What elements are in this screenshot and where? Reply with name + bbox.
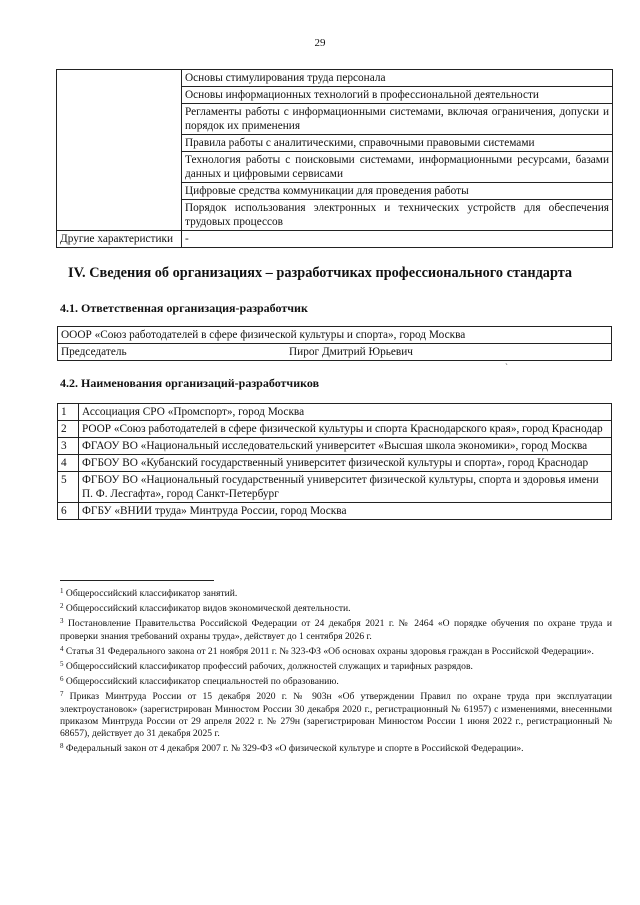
footnote-mark: 5 — [60, 660, 64, 669]
table-cell: Правила работы с аналитическими, справочными правовыми системами — [182, 135, 613, 152]
footnote-separator — [60, 580, 214, 581]
table-row — [57, 70, 613, 87]
table-row — [58, 503, 612, 520]
other-characteristics-label: Другие характеристики — [57, 231, 182, 248]
footnote-text: Общероссийский классификатор видов экономической деятельности. — [65, 603, 351, 615]
responsible-person-row — [58, 344, 612, 361]
row-number: 1 — [58, 404, 79, 421]
footnote-text: Общероссийский классификатор специальностей по образованию. — [65, 676, 339, 688]
person-role: Председатель — [61, 346, 127, 358]
footnote-text: Приказ Минтруда России от 15 декабря 2020 г. № 903н «Об утверждении Правил по охране труда при эксплуатации электроустановок» (зарегистрирован Минюстом России 30 декабря 2020 г., регистрационный № 61957) с изменениями, внесенными приказом Минтруда России от 29 апреля 2022 г. № 279н (зарегистрирован Минюстом России 1 июня 2022 г., регистрационный № 68657), действует до 31 декабря 2025 г. — [60, 691, 612, 740]
section-title: IV. Сведения об организациях – разработчиках профессионального стандарта — [68, 265, 573, 281]
row-number: 5 — [58, 472, 79, 503]
footnote-mark: 1 — [60, 587, 64, 595]
footnote — [60, 615, 612, 642]
table-row — [58, 327, 612, 344]
footnote — [60, 740, 612, 755]
row-number: 6 — [58, 503, 79, 520]
org-name: ФГБУ «ВНИИ труда» Минтруда России, город Москва — [79, 503, 612, 520]
table-row — [58, 438, 612, 455]
footnote — [60, 658, 612, 673]
org-name: РООР «Союз работодателей в сфере физической культуры и спорта Краснодарского края», город Краснодар — [79, 421, 612, 438]
footnote-text: Статья 31 Федерального закона от 21 ноября 2011 г. № 323-ФЗ «Об основах охраны здоровья граждан в Российской Федерации». — [65, 645, 594, 657]
table-cell: Регламенты работы с информационными системами, включая ограничения, допуски и порядок их применения — [182, 104, 613, 135]
footnote-text: Федеральный закон от 4 декабря 2007 г. № 329-ФЗ «О физической культуре и спорте в Российской Федерации». — [65, 743, 524, 755]
org-name: ФГБОУ ВО «Кубанский государственный университет физической культуры и спорта», город Краснодар — [79, 455, 612, 472]
org-name: ФГБОУ ВО «Национальный государственный университет физической культуры, спорта и здоровья имени П. Ф. Лесгафта», город Санкт-Петербург — [79, 472, 612, 503]
row-number: 4 — [58, 455, 79, 472]
responsible-org-table — [57, 326, 612, 361]
person-name: Пирог Дмитрий Юрьевич — [289, 346, 413, 358]
footnote-text: Общероссийский классификатор занятий. — [65, 588, 238, 599]
table-row — [58, 455, 612, 472]
responsible-org-name: ОООР «Союз работодателей в сфере физической культуры и спорта», город Москва — [58, 327, 612, 344]
footnote-mark: 3 — [60, 617, 64, 626]
table-cell: Технология работы с поисковыми системами, информационными ресурсами, базами данных и цифровыми сервисами — [182, 152, 613, 183]
row-number: 2 — [58, 421, 79, 438]
footnote-mark: 7 — [60, 690, 64, 699]
footnotes — [60, 585, 612, 755]
scan-mark: ` — [505, 362, 508, 372]
footnote — [60, 600, 612, 615]
footnote — [60, 673, 612, 688]
table-cell: Порядок использования электронных и технических устройств для обеспечения трудовых процессов — [182, 200, 613, 231]
org-name: ФГАОУ ВО «Национальный исследовательский университет «Высшая школа экономики», город Москва — [79, 438, 612, 455]
row-number: 3 — [58, 438, 79, 455]
footnote-mark: 2 — [60, 602, 64, 611]
table-cell: Основы информационных технологий в профессиональной деятельности — [182, 87, 613, 104]
org-name: Ассоциация СРО «Промспорт», город Москва — [79, 404, 612, 421]
other-characteristics-value: - — [182, 231, 613, 248]
footnote-mark: 8 — [60, 742, 64, 751]
footnote-mark: 6 — [60, 675, 64, 684]
subsection-title-responsible: 4.1. Ответственная организация-разработчик — [60, 301, 308, 315]
table-cell: Основы стимулирования труда персонала — [182, 70, 613, 87]
footnote-text: Постановление Правительства Российской Федерации от 24 декабря 2021 г. № 2464 «О порядке обучения по охране труда и проверки знания требований охраны труда», действует до 1 сентября 2026 г. — [60, 618, 612, 642]
table-row — [58, 404, 612, 421]
table-cell-label — [57, 70, 182, 231]
table-row — [58, 421, 612, 438]
footnote — [60, 643, 612, 658]
footnote — [60, 688, 612, 740]
table-row — [58, 344, 612, 361]
table-row — [58, 472, 612, 503]
table-cell: Цифровые средства коммуникации для проведения работы — [182, 183, 613, 200]
footnote-mark: 4 — [60, 644, 64, 653]
subsection-title-developers: 4.2. Наименования организаций-разработчиков — [60, 376, 320, 390]
developers-table — [57, 403, 612, 520]
table-row — [57, 231, 613, 248]
footnote — [60, 585, 612, 600]
knowledge-table — [56, 69, 613, 248]
page-number: 29 — [314, 37, 326, 49]
footnote-text: Общероссийский классификатор профессий рабочих, должностей служащих и тарифных разрядов. — [65, 661, 473, 673]
